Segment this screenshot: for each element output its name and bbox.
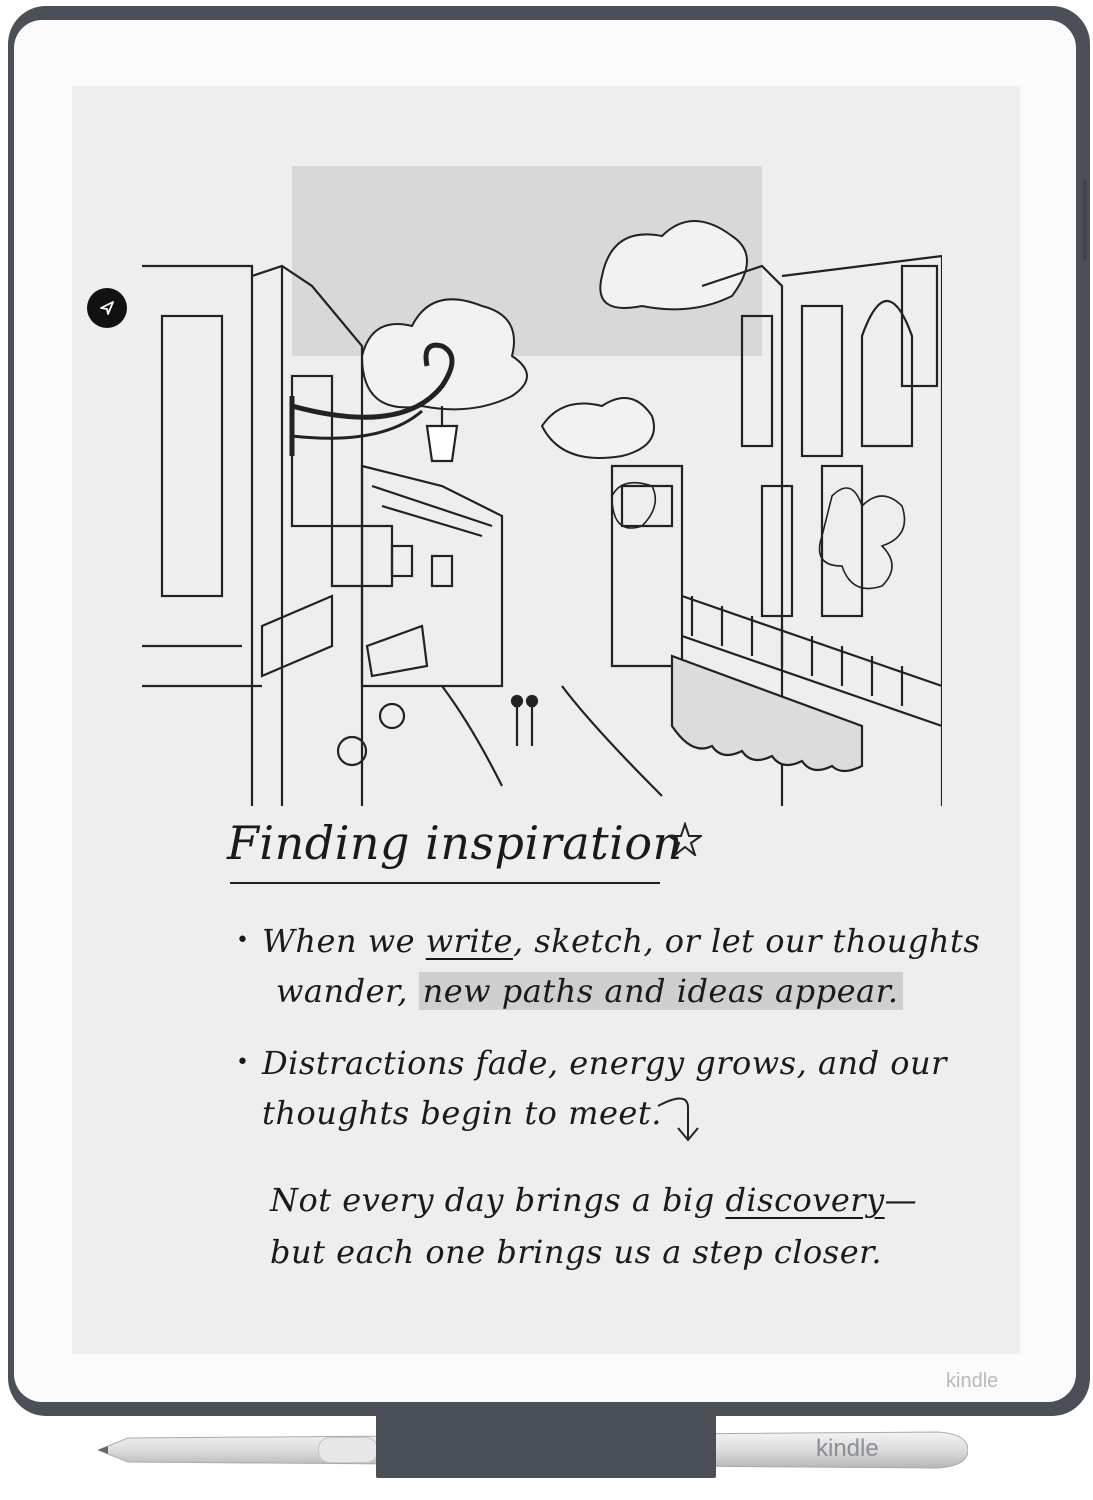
street-sketch-illustration bbox=[142, 166, 942, 826]
closing-quote bbox=[270, 1174, 990, 1278]
pen-side-button[interactable] bbox=[318, 1437, 378, 1463]
bullet-1 bbox=[236, 916, 982, 1016]
navigation-arrow-icon bbox=[98, 299, 116, 317]
bullet-2 bbox=[236, 1038, 982, 1138]
bullet-1-text-a: When we bbox=[262, 922, 426, 960]
bullet-1-underlined-word: write bbox=[425, 922, 513, 960]
down-arrow-doodle-icon bbox=[656, 1086, 706, 1146]
bullet-1-line-2 bbox=[262, 966, 982, 1016]
bullet-2-line-1: Distractions fade, energy grows, and our bbox=[262, 1044, 947, 1082]
bullet-dot-icon: • bbox=[236, 1050, 250, 1075]
bullet-dot-icon: • bbox=[236, 928, 250, 953]
power-button[interactable] bbox=[1083, 180, 1087, 260]
quote-line-2: but each one brings us a step closer. bbox=[270, 1233, 883, 1271]
bullet-2-line-2: thoughts begin to meet. bbox=[262, 1094, 662, 1132]
star-doodle-icon bbox=[668, 822, 702, 856]
device-screen bbox=[72, 86, 1020, 1354]
quote-text-a: Not every day brings a big bbox=[270, 1181, 726, 1219]
quote-text-b: — bbox=[884, 1181, 918, 1219]
bullet-1-highlighted-text: new paths and ideas appear. bbox=[419, 972, 903, 1010]
pen-holder-strap bbox=[376, 1414, 716, 1478]
title-underline bbox=[230, 882, 660, 884]
quote-underlined-word: discovery bbox=[725, 1181, 885, 1219]
quote-line-1 bbox=[270, 1174, 990, 1226]
bullet-1-text-c: wander, bbox=[276, 972, 419, 1010]
pen-kindle-label: kindle bbox=[816, 1435, 879, 1462]
note-title: Finding inspiration bbox=[227, 816, 683, 870]
bullet-1-text-b: , sketch, or let our thoughts bbox=[512, 922, 981, 960]
navigation-button[interactable] bbox=[87, 288, 127, 328]
bullet-1-line-1 bbox=[262, 916, 982, 966]
kindle-logo: kindle bbox=[946, 1370, 999, 1392]
